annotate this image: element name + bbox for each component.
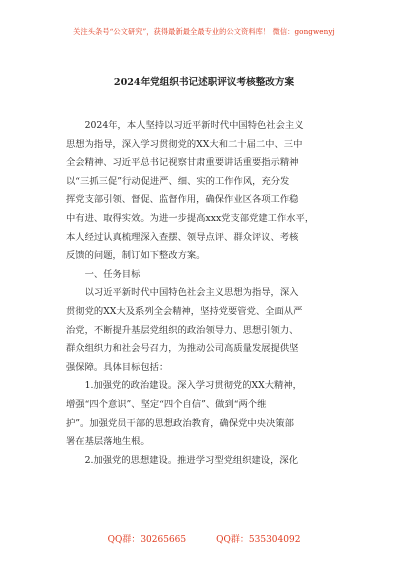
footer-qq-group-2: QQ群：535304092 (216, 535, 301, 545)
footer-qq-group-1: QQ群：30265665 (107, 535, 187, 545)
body-line: 1.加强党的政治建设。深入学习贯彻党的XX大精神， (66, 380, 302, 392)
body-line: 反馈的问题，制订如下整改方案。 (66, 250, 206, 262)
body-line: 中有进、取得实效。为进一步提高xxx党支部党建工作水平， (66, 212, 315, 224)
body-line: 2024年，本人坚持以习近平新时代中国特色社会主义 (66, 120, 304, 131)
body-line: 护”。加强党员干部的思想政治教育，确保党中央决策部 (66, 417, 294, 429)
body-line: 本人经过认真梳理深入查摆、领导点评、群众评议、考核 (66, 231, 299, 243)
body-line: 挥党支部引领、督促、监督作用，确保作业区各项工作稳 (66, 194, 299, 206)
footer-contact (0, 532, 408, 545)
body-line: 以“三抓三促”行动促进严、细、实的工作作风，充分发 (66, 175, 290, 187)
body-line: 2.加强党的思想建设。推进学习型党组织建设，深化 (66, 454, 298, 466)
document-body (66, 117, 348, 470)
document-title: 2024年党组织书记述职评议考核整改方案 (113, 77, 295, 88)
body-line: 强保障。具体目标包括： (66, 361, 169, 373)
body-line: 以习近平新时代中国特色社会主义思想为指导，深入 (66, 287, 299, 299)
body-line: 思想为指导，深入学习贯彻党的XX大和二十届二中、三中 (66, 138, 303, 150)
body-line: 治党，不断提升基层党组织的政治领导力、思想引领力、 (66, 324, 299, 336)
body-line: 增强“四个意识”、坚定“四个自信”、做到“两个维 (66, 398, 267, 410)
body-line: 群众组织力和社会号召力，为推动公司高质量发展提供坚 (66, 343, 299, 355)
top-banner: 关注头条号“公文研究”，获得最新最全最专业的公文资料库！ 微信：gongwenyj (73, 27, 335, 36)
body-line: 全会精神、习近平总书记视察甘肃重要讲话重要指示精神 (66, 157, 299, 169)
body-line: 署在基层落地生根。 (66, 436, 150, 448)
section-heading: 一、任务目标 (66, 268, 141, 280)
body-line: 贯彻党的XX大及系列全会精神，坚持党要管党、全面从严 (66, 305, 303, 317)
